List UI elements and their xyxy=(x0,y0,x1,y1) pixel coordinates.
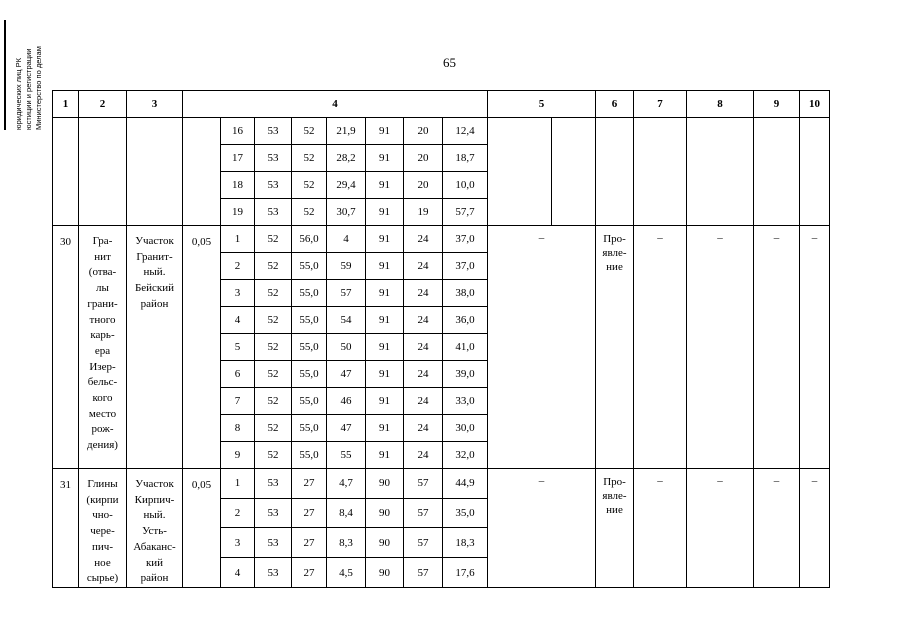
table-cell: 41,0 xyxy=(443,334,488,361)
table-cell: 52 xyxy=(292,145,327,172)
table-cell: 19 xyxy=(404,199,443,226)
table-cell: 57 xyxy=(404,498,443,528)
col6-cell: Про- явле- ние xyxy=(596,226,634,469)
table-cell: 12,4 xyxy=(443,118,488,145)
table-cell: 52 xyxy=(255,388,292,415)
table-cell: 4 xyxy=(327,226,366,253)
table-cell: 55,0 xyxy=(292,442,327,469)
table-cell: 47 xyxy=(327,361,366,388)
cell-empty xyxy=(79,118,127,226)
column-header: 3 xyxy=(127,91,183,118)
table-cell: 44,9 xyxy=(443,469,488,499)
table-cell: 4 xyxy=(221,558,255,588)
column-header: 9 xyxy=(754,91,800,118)
table-cell: 57 xyxy=(404,528,443,558)
table-cell: 24 xyxy=(404,361,443,388)
table-cell: 38,0 xyxy=(443,280,488,307)
stamp-border xyxy=(4,20,6,130)
table-cell: 36,0 xyxy=(443,307,488,334)
table-cell: 35,0 xyxy=(443,498,488,528)
table-cell: 55,0 xyxy=(292,334,327,361)
table-cell: 19 xyxy=(221,199,255,226)
table-cell: 53 xyxy=(255,528,292,558)
table-cell: 91 xyxy=(366,226,404,253)
table-cell: 91 xyxy=(366,118,404,145)
table-cell: 91 xyxy=(366,442,404,469)
table-cell: 55 xyxy=(327,442,366,469)
table-cell: 53 xyxy=(255,199,292,226)
cell-empty xyxy=(754,118,800,226)
table-cell: 55,0 xyxy=(292,388,327,415)
col7-cell: – xyxy=(634,469,687,588)
value-cell: 0,05 xyxy=(183,469,221,588)
table-cell: 9 xyxy=(221,442,255,469)
col9-cell: – xyxy=(754,469,800,588)
table-cell: 7 xyxy=(221,388,255,415)
table-cell: 1 xyxy=(221,469,255,499)
table-cell: 91 xyxy=(366,361,404,388)
cell-empty xyxy=(127,118,183,226)
table-cell: 52 xyxy=(255,334,292,361)
table-cell: 24 xyxy=(404,442,443,469)
table-cell: 52 xyxy=(255,280,292,307)
col8-cell: – xyxy=(687,226,754,469)
col7-cell: – xyxy=(634,226,687,469)
table-cell: 27 xyxy=(292,528,327,558)
table-cell: 91 xyxy=(366,415,404,442)
value-cell: 0,05 xyxy=(183,226,221,469)
table-cell: 57 xyxy=(404,469,443,499)
table-cell: 29,4 xyxy=(327,172,366,199)
location-name: Участок Гранит- ный. Бейский район xyxy=(127,226,183,469)
table-cell: 57 xyxy=(404,558,443,588)
table-cell: 90 xyxy=(366,528,404,558)
table-cell: 52 xyxy=(292,118,327,145)
cell-empty xyxy=(800,118,830,226)
table-cell: 33,0 xyxy=(443,388,488,415)
table-cell: 5 xyxy=(221,334,255,361)
table-cell: 53 xyxy=(255,118,292,145)
stamp-line: Министерство по делам xyxy=(34,46,43,130)
table-cell: 18 xyxy=(221,172,255,199)
data-table xyxy=(52,90,830,588)
table-cell: 53 xyxy=(255,172,292,199)
table-cell: 57 xyxy=(327,280,366,307)
table-cell: 8 xyxy=(221,415,255,442)
table-cell: 55,0 xyxy=(292,361,327,388)
cell-empty xyxy=(53,118,79,226)
column-header: 6 xyxy=(596,91,634,118)
material-name: Глины (кирпи чно- чере- пич- ное сырье) xyxy=(79,469,127,588)
column-header: 8 xyxy=(687,91,754,118)
column-header: 4 xyxy=(183,91,488,118)
table-cell: 55,0 xyxy=(292,415,327,442)
col6-cell: Про- явле- ние xyxy=(596,469,634,588)
cell-empty xyxy=(552,118,596,226)
table-cell: 52 xyxy=(255,415,292,442)
table-cell: 1 xyxy=(221,226,255,253)
table-cell: 54 xyxy=(327,307,366,334)
table-cell: 91 xyxy=(366,145,404,172)
col9-cell: – xyxy=(754,226,800,469)
table-cell: 16 xyxy=(221,118,255,145)
table-cell: 52 xyxy=(255,226,292,253)
table-cell: 52 xyxy=(255,307,292,334)
table-cell: 20 xyxy=(404,118,443,145)
table-cell: 8,4 xyxy=(327,498,366,528)
table-cell: 52 xyxy=(255,361,292,388)
table-cell: 24 xyxy=(404,334,443,361)
col5-cell: – xyxy=(488,469,596,588)
page-number: 65 xyxy=(443,55,456,70)
table-row xyxy=(53,118,830,145)
record-number: 31 xyxy=(53,469,79,588)
table-cell: 17,6 xyxy=(443,558,488,588)
col10-cell: – xyxy=(800,469,830,588)
column-header: 10 xyxy=(800,91,830,118)
cell-empty xyxy=(183,118,221,226)
table-cell: 55,0 xyxy=(292,253,327,280)
table-cell: 57,7 xyxy=(443,199,488,226)
table-cell: 37,0 xyxy=(443,226,488,253)
record-number: 30 xyxy=(53,226,79,469)
table-cell: 91 xyxy=(366,199,404,226)
stamp-line: юстиции и регистрации xyxy=(24,48,33,130)
table-cell: 4,7 xyxy=(327,469,366,499)
col8-cell: – xyxy=(687,469,754,588)
table-cell: 52 xyxy=(255,442,292,469)
table-cell: 52 xyxy=(255,253,292,280)
col10-cell: – xyxy=(800,226,830,469)
table-cell: 53 xyxy=(255,498,292,528)
table-cell: 91 xyxy=(366,388,404,415)
column-header: 7 xyxy=(634,91,687,118)
cell-empty xyxy=(596,118,634,226)
table-cell: 6 xyxy=(221,361,255,388)
table-cell: 24 xyxy=(404,307,443,334)
table-cell: 59 xyxy=(327,253,366,280)
table-cell: 4 xyxy=(221,307,255,334)
table-cell: 91 xyxy=(366,307,404,334)
table-row xyxy=(53,469,830,499)
table-cell: 20 xyxy=(404,172,443,199)
table-cell: 91 xyxy=(366,253,404,280)
registration-stamp xyxy=(4,20,44,130)
table-cell: 30,7 xyxy=(327,199,366,226)
table-cell: 24 xyxy=(404,280,443,307)
table-cell: 90 xyxy=(366,558,404,588)
col5-cell: – xyxy=(488,226,596,469)
table-cell: 52 xyxy=(292,199,327,226)
table-cell: 24 xyxy=(404,226,443,253)
table-cell: 28,2 xyxy=(327,145,366,172)
table-row xyxy=(53,226,830,253)
table-cell: 2 xyxy=(221,253,255,280)
column-header: 5 xyxy=(488,91,596,118)
table-cell: 53 xyxy=(255,145,292,172)
location-name: Участок Кирпич- ный. Усть- Абаканс- кий район xyxy=(127,469,183,588)
table-cell: 27 xyxy=(292,498,327,528)
table-cell: 21,9 xyxy=(327,118,366,145)
table-cell: 2 xyxy=(221,498,255,528)
table-cell: 24 xyxy=(404,388,443,415)
table-cell: 91 xyxy=(366,334,404,361)
cell-empty xyxy=(687,118,754,226)
column-header: 2 xyxy=(79,91,127,118)
table-cell: 91 xyxy=(366,172,404,199)
cell-empty xyxy=(488,118,552,226)
table-cell: 3 xyxy=(221,528,255,558)
table-cell: 90 xyxy=(366,498,404,528)
table-cell: 47 xyxy=(327,415,366,442)
table-cell: 27 xyxy=(292,469,327,499)
table-cell: 32,0 xyxy=(443,442,488,469)
table-cell: 8,3 xyxy=(327,528,366,558)
table-cell: 50 xyxy=(327,334,366,361)
table-cell: 24 xyxy=(404,415,443,442)
header-row xyxy=(53,91,830,118)
table-cell: 55,0 xyxy=(292,280,327,307)
table-cell: 37,0 xyxy=(443,253,488,280)
table-cell: 20 xyxy=(404,145,443,172)
table-cell: 3 xyxy=(221,280,255,307)
table-cell: 56,0 xyxy=(292,226,327,253)
table-cell: 39,0 xyxy=(443,361,488,388)
table-cell: 18,7 xyxy=(443,145,488,172)
column-header: 1 xyxy=(53,91,79,118)
table-cell: 30,0 xyxy=(443,415,488,442)
table-cell: 53 xyxy=(255,558,292,588)
table-cell: 91 xyxy=(366,280,404,307)
table-cell: 90 xyxy=(366,469,404,499)
table-cell: 27 xyxy=(292,558,327,588)
stamp-line: юридических лиц РК xyxy=(14,57,23,130)
cell-empty xyxy=(634,118,687,226)
material-name: Гра- нит (отва- лы грани- тного карь- ера Изер- бельс- кого место рож- дения) xyxy=(79,226,127,469)
table-cell: 46 xyxy=(327,388,366,415)
table-cell: 4,5 xyxy=(327,558,366,588)
table-cell: 17 xyxy=(221,145,255,172)
table-cell: 24 xyxy=(404,253,443,280)
table-cell: 53 xyxy=(255,469,292,499)
table-cell: 55,0 xyxy=(292,307,327,334)
table-cell: 18,3 xyxy=(443,528,488,558)
table-cell: 10,0 xyxy=(443,172,488,199)
table-cell: 52 xyxy=(292,172,327,199)
